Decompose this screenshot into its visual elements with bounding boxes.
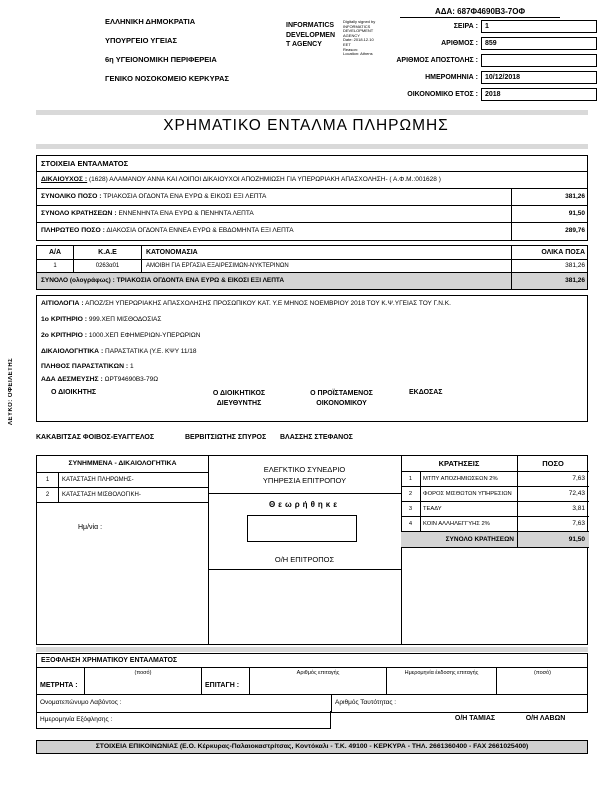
- kae-row-kae: 0263α01: [73, 260, 141, 272]
- payment-header: ΕΞΟΦΛΗΣΗ ΧΡΗΜΑΤΙΚΟΥ ΕΝΤΑΛΜΑΤΟΣ: [37, 654, 587, 668]
- deductions-header-row: ΚΡΑΤΗΣΕΙΣ ΠΟΣΟ: [401, 456, 589, 472]
- deduction-row-1: 1 ΜΤΠΥ ΑΠΟΖΗΜΙΩΣΕΩΝ 2% 7,63: [401, 472, 589, 487]
- cash-amount-hint: (ποσό): [84, 668, 201, 694]
- id-number-label: Αριθμός Ταυτότητας :: [331, 695, 587, 712]
- document-title: ΧΡΗΜΑΤΙΚΟ ΕΝΤΑΛΜΑ ΠΛΗΡΩΜΗΣ: [163, 117, 449, 134]
- ada-number: ΑΔΑ: 687Φ4690Β3-7ΟΦ: [400, 7, 560, 18]
- warrant-details-box: [36, 155, 588, 241]
- attachments-header: ΣΥΝΗΜΜΕΝΑ - ΔΙΚΑΙΟΛΟΓΗΤΙΚΑ: [37, 456, 208, 473]
- beneficiary-row: [37, 172, 587, 189]
- criterion-2-line: 2ο ΚΡΙΤΗΡΙΟ : 1000.ΧΕΠ ΕΦΗΜΕΡΙΩΝ-ΥΠΕΡΩΡΙΩΝ: [41, 332, 201, 339]
- receiver-label: Ο/Η ΛΑΒΩΝ: [525, 715, 566, 722]
- kae-total-row: [37, 273, 587, 289]
- kae-table: [36, 245, 588, 290]
- kae-header-total: ΟΛΙΚΑ ΠΟΣΑ: [511, 246, 588, 259]
- audit-date-label: Ημ/νία :: [78, 524, 103, 531]
- kae-header-aa: Α/Α: [48, 249, 62, 256]
- payable-amount-value: 289,76: [511, 223, 588, 240]
- deduction-row-3: 3 ΤΕΑΔΥ 3,81: [401, 502, 589, 517]
- org-line-4: ΓΕΝΙΚΟ ΝΟΣΟΚΟΜΕΙΟ ΚΕΡΚΥΡΑΣ: [105, 74, 229, 83]
- kae-data-row: [37, 260, 587, 273]
- org-line-2: ΥΠΟΥΡΓΕΙΟ ΥΓΕΙΑΣ: [105, 36, 177, 45]
- audit-commissioner-label: Ο/Η ΕΠΙΤΡΟΠΟΣ: [274, 555, 335, 564]
- deductions-sum-value: 91,50: [511, 206, 588, 222]
- payment-date-cell: Ημερομηνία Εξόφλησης :: [36, 711, 331, 729]
- signature-title-finance-head: Ο ΠΡΟΪΣΤΑΜΕΝΟΣ ΟΙΚΟΝΟΜΙΚΟΥ: [310, 390, 373, 407]
- org-line-3: 6η ΥΓΕΙΟΝΟΜΙΚΗ ΠΕΡΙΦΕΡΕΙΑ: [105, 55, 217, 64]
- cash-label: ΜΕΤΡΗΤΑ :: [40, 682, 78, 689]
- kae-row-name: ΑΜΟΙΒΗ ΓΙΑ ΕΡΓΑΣΙΑ ΕΞΑΙΡΕΣΙΜΩΝ-ΝΥΚΤΕΡΙΝΩΝ: [141, 260, 511, 272]
- signature-title-admin-director: Ο ΔΙΟΙΚΗΤΙΚΟΣ ΔΙΕΥΘΥΝΤΗΣ: [212, 390, 266, 407]
- recipient-row: [37, 695, 587, 712]
- total-amount-value: 381,26: [511, 189, 588, 205]
- justification-line: ΑΙΤΙΟΛΟΓΙΑ : ΑΠΟΖ/ΣΗ ΥΠΕΡΩΡΙΑΚΗΣ ΑΠΑΣΧΟΛΗΣΗΣ ΠΡΟΣΩΠΙΚΟΥ ΚΑΤ. Υ.Ε ΜΗΝΟΣ ΝΟΕΜΒΡΙΟΥ 2018 ΤΟΥ Κ.Ψ.ΥΓΕΙΑΣ ΤΟΥ Γ.Ν.Κ.: [41, 300, 451, 307]
- payable-amount-label: ΠΛΗΡΩΤΕΟ ΠΟΣΟ :: [41, 227, 105, 234]
- docs-count-line: ΠΛΗΘΟΣ ΠΑΡΑΣΤΑΤΙΚΩΝ : 1: [41, 363, 134, 370]
- signatory-name-1: ΚΑΚΑΒΙΤΣΑΣ ΦΟΙΒΟΣ-ΕΥΑΓΓΕΛΟΣ: [36, 434, 155, 441]
- payment-box: [36, 653, 588, 713]
- supporting-docs-line: ΔΙΚΑΙΟΛΟΓΗΤΙΚΑ : ΠΑΡΑΣΤΑΤΙΚΑ (Υ.Ε. ΚΨΥ 11/18: [41, 348, 197, 355]
- kae-header-row: [37, 246, 587, 260]
- deduction-row-4: 4 ΚΟΙΝ ΑΛΛΗΛΕΓΓΥΗΣ 2% 7,63: [401, 517, 589, 532]
- justification-box: [36, 295, 588, 422]
- deductions-sum-label: ΣΥΝΟΛΟ ΚΡΑΤΗΣΕΩΝ :: [41, 210, 117, 217]
- lower-panels-box: [36, 455, 588, 645]
- field-value-arithmos: 859: [481, 37, 597, 50]
- kae-row-aa: 1: [53, 263, 57, 269]
- field-label-oikonomiko-etos: ΟΙΚΟΝΟΜΙΚΟ ΕΤΟΣ :: [407, 91, 478, 98]
- payable-amount-words: ΔΙΑΚΟΣΙΑ ΟΓΔΟΝΤΑ ΕΝΝΕΑ ΕΥΡΩ & ΕΒΔΟΜΗΝΤΑ ΕΞΙ ΛΕΠΤΑ: [106, 227, 294, 234]
- signature-stamp-agency: INFORMATICS DEVELOPMEN T AGENCY: [286, 22, 336, 48]
- kae-total-value: 381,26: [511, 273, 588, 289]
- signatory-name-3: ΒΛΑΣΣΗΣ ΣΤΕΦΑΝΟΣ: [280, 434, 353, 441]
- kae-header-name: ΚΑΤΟΝΟΜΑΣΙΑ: [141, 246, 511, 259]
- attachment-row-2: 2 ΚΑΤΑΣΤΑΣΗ ΜΙΣΘΟΛΟΓΙΚΗ-: [37, 488, 208, 503]
- contact-footer: ΣΤΟΙΧΕΙΑ ΕΠΙΚΟΙΝΩΝΙΑΣ (Ε.Ο. Κέρκυρας-Παλαιοκαστρίτσας, Κοντόκαλι - Τ.Κ. 49100 - ΚΕΡΚΥΡΑ - ΤΗΛ. 2661360400 - FAX 2661025400): [36, 740, 588, 754]
- audit-divider-1: [208, 493, 401, 494]
- audit-divider-2: [208, 569, 401, 570]
- cheque-label: ΕΠΙΤΑΓΗ :: [201, 668, 249, 694]
- audit-approved-label: Θεωρήθηκε: [268, 500, 341, 509]
- kae-row-total: 381,26: [511, 260, 588, 272]
- signatory-name-2: ΒΕΡΒΙΤΣΙΩΤΗΣ ΣΠΥΡΟΣ: [185, 434, 267, 441]
- divider-band-top: [36, 110, 588, 115]
- total-amount-row: [37, 189, 587, 206]
- deductions-total-row: ΣΥΝΟΛΟ ΚΡΑΤΗΣΕΩΝ 91,50: [401, 532, 589, 548]
- signature-title-commander: Ο ΔΙΟΙΚΗΤΗΣ: [51, 389, 97, 396]
- deductions-sum-words: ΕΝΝΕΝΗΝΤΑ ΕΝΑ ΕΥΡΩ & ΠΕΝΗΝΤΑ ΛΕΠΤΑ: [118, 210, 254, 217]
- cheque-date-hint: Ημερομηνία έκδοσης επιταγής: [386, 668, 496, 694]
- beneficiary-label: ΔΙΚΑΙΟΥΧΟΣ :: [41, 176, 88, 183]
- org-line-1: ΕΛΛΗΝΙΚΗ ΔΗΜΟΚΡΑΤΙΑ: [105, 17, 196, 26]
- payable-amount-row: [37, 223, 587, 240]
- beneficiary-text: (1628) ΑΛΑΜΑΝΟΥ ΑΝΝΑ ΚΑΙ ΛΟΙΠΟΙ ΔΙΚΑΙΟΥΧΟΙ ΑΠΟΖΗΜΙΩΣΗ ΓΙΑ ΥΠΕΡΩΡΙΑΚΗ ΑΠΑΣΧΟΛΗΣΗ- ( Α.Φ.Μ.:001628 ): [88, 176, 441, 183]
- deductions-sum-row: [37, 206, 587, 223]
- field-value-arithmos-apostolis: [481, 54, 597, 67]
- field-value-oikonomiko-etos: 2018: [481, 88, 597, 101]
- field-label-arithmos-apostolis: ΑΡΙΘΜΟΣ ΑΠΟΣΤΟΛΗΣ :: [396, 57, 478, 64]
- audit-date-box: [247, 515, 357, 542]
- criterion-1-line: 1ο ΚΡΙΤΗΡΙΟ : 999.ΧΕΠ ΜΙΣΘΟΔΟΣΙΑΣ: [41, 316, 162, 323]
- commitment-ada-line: ΑΔΑ ΔΕΣΜΕΥΣΗΣ : ΩΡΤ94690Β3-79Ω: [41, 376, 159, 383]
- signature-title-issuer: ΕΚΔΟΣΑΣ: [409, 389, 443, 396]
- field-label-imerominia: ΗΜΕΡΟΜΗΝΙΑ :: [425, 74, 478, 81]
- field-value-imerominia: 10/12/2018: [481, 71, 597, 84]
- total-amount-label: ΣΥΝΟΛΙΚΟ ΠΟΣΟ :: [41, 193, 102, 200]
- recipient-label: Ονοματεπώνυμο Λαβόντος :: [40, 699, 122, 706]
- field-label-arithmos: ΑΡΙΘΜΟΣ :: [441, 40, 478, 47]
- attachment-row-1: 1 ΚΑΤΑΣΤΑΣΗ ΠΛΗΡΩΜΗΣ-: [37, 473, 208, 488]
- cheque-amount-hint: (ποσό): [496, 668, 588, 694]
- attachments-panel: [37, 456, 208, 503]
- cashier-label: Ο/Η ΤΑΜΙΑΣ: [454, 715, 496, 722]
- total-amount-words: ΤΡΙΑΚΟΣΙΑ ΟΓΔΟΝΤΑ ΕΝΑ ΕΥΡΩ & ΕΙΚΟΣΙ ΕΞΙ ΛΕΠΤΑ: [103, 193, 267, 200]
- payment-divider-band: [36, 647, 588, 652]
- deduction-row-2: 2 ΦΟΡΟΣ ΜΙΣΘΩΤΩΝ ΥΠΗΡΕΣΙΩΝ 72,43: [401, 487, 589, 502]
- warrant-details-header: ΣΤΟΙΧΕΙΑ ΕΝΤΑΛΜΑΤΟΣ: [37, 156, 587, 172]
- deductions-panel: [401, 456, 589, 548]
- field-value-seira: 1: [481, 20, 597, 33]
- kae-total-label: ΣΥΝΟΛΟ (ολογράφως) : ΤΡΙΑΚΟΣΙΑ ΟΓΔΟΝΤΑ ΕΝΑ ΕΥΡΩ & ΕΙΚΟΣΙ ΕΞΙ ΛΕΠΤΑ: [41, 277, 285, 284]
- signature-stamp-details: Digitally signed by INFORMATICS DEVELOPMENT AGENCY Date: 2018.12.10 EET Reason: Location: Athens: [343, 19, 376, 57]
- copy-color-note: ΛΕΥΚΟ: ΟΦΕΙΛΕΤΗΣ: [8, 357, 14, 425]
- audit-court-title: ΕΛΕΓΚΤΙΚΟ ΣΥΝΕΔΡΙΟ ΥΠΗΡΕΣΙΑ ΕΠΙΤΡΟΠΟΥ: [262, 465, 347, 485]
- divider-band-bottom: [36, 144, 588, 149]
- kae-header-kae: Κ.Α.Ε: [73, 246, 141, 259]
- payment-method-row: [37, 668, 587, 695]
- cheque-no-hint: Αριθμός επιταγής: [249, 668, 386, 694]
- field-label-seira: ΣΕΙΡΑ :: [453, 23, 478, 30]
